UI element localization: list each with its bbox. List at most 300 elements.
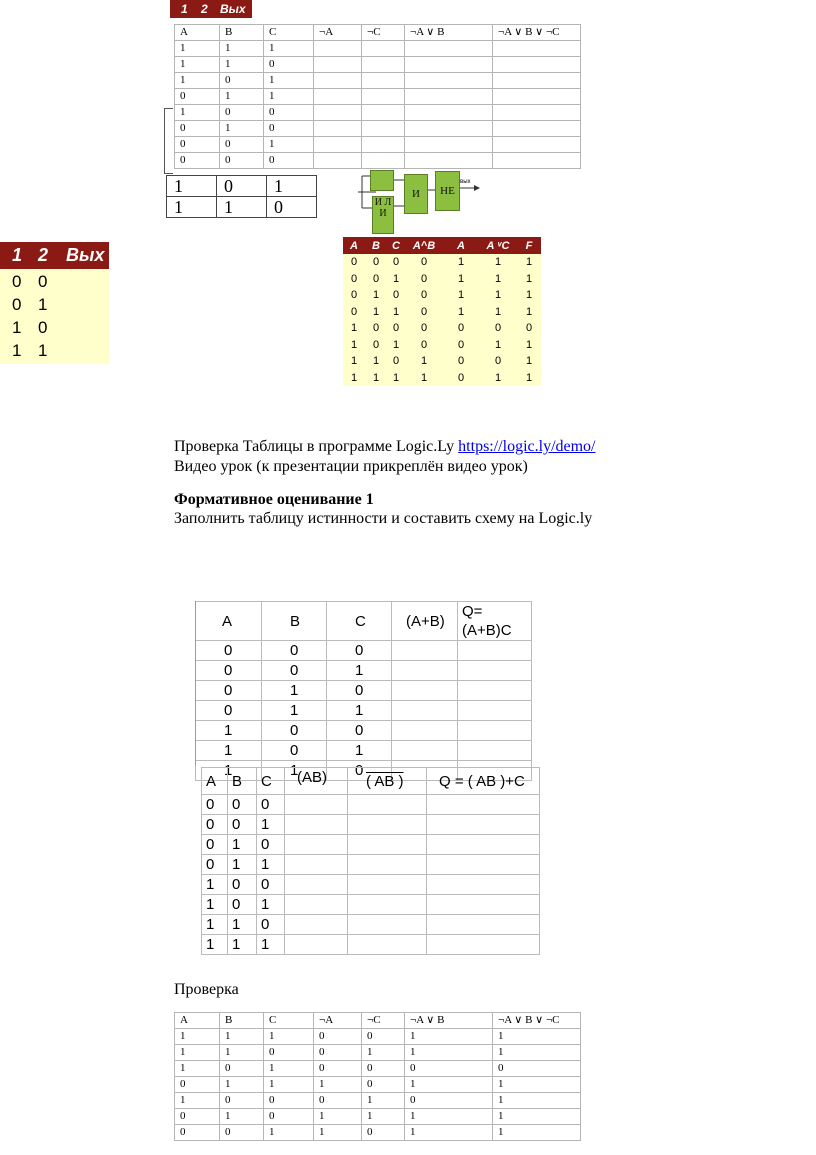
table-row <box>175 1077 581 1093</box>
cell: 1 <box>220 1029 264 1045</box>
table-row <box>12 272 21 292</box>
table-row <box>196 641 532 661</box>
cell: 0 <box>264 105 314 121</box>
bracket-line <box>164 108 173 174</box>
cell: 1 <box>525 371 533 384</box>
cell: 0 <box>228 795 257 815</box>
table-row <box>167 176 317 197</box>
cell: 1 <box>493 1077 581 1093</box>
cell: 0 <box>220 1061 264 1077</box>
cell: 1 <box>220 89 264 105</box>
header-cell: Q = ( AB )+C <box>427 768 540 795</box>
header-cell: (AB) <box>285 768 348 795</box>
cell: 1 <box>264 1077 314 1093</box>
mini-header <box>170 0 252 18</box>
cell: 1 <box>494 371 502 384</box>
cell: 0 <box>175 1077 220 1093</box>
cell: 0 <box>264 1109 314 1125</box>
header-cell: B <box>228 768 257 795</box>
table-row <box>343 271 541 288</box>
table-row <box>202 815 540 835</box>
table-left-border <box>195 601 196 765</box>
cell: 1 <box>525 338 533 351</box>
cell: 1 <box>494 289 502 302</box>
header-cell: C <box>264 1013 314 1029</box>
cell: 1 <box>494 272 502 285</box>
bottom-truth-table <box>174 1012 581 1141</box>
table-header-row <box>202 768 540 795</box>
cell: 1 <box>372 355 380 368</box>
cell: 0 <box>264 1045 314 1061</box>
cell: 1 <box>362 1045 405 1061</box>
cell: 1 <box>350 338 358 351</box>
cell: 0 <box>350 289 358 302</box>
cell: 1 <box>175 105 220 121</box>
table-row <box>175 73 581 89</box>
cell: 1 <box>228 935 257 955</box>
cell: 0 <box>264 57 314 73</box>
cell: 0 <box>175 89 220 105</box>
cell: 1 <box>420 371 428 384</box>
cell: 0 <box>362 1077 405 1093</box>
check-line <box>174 438 596 456</box>
header-cell: A <box>343 237 365 254</box>
check-label: Проверка <box>174 981 239 998</box>
header-cell: ¬A <box>314 25 362 41</box>
mini-header-col3: Вых <box>220 2 246 16</box>
cell: 0 <box>12 295 22 314</box>
table-row <box>167 197 317 218</box>
header-cell: ¬A ∨ B ∨ ¬C <box>493 1013 581 1029</box>
cell: 0 <box>262 741 327 761</box>
cell: 0 <box>405 1061 493 1077</box>
cell: 0 <box>494 355 502 368</box>
cell: 1 <box>267 176 317 197</box>
table-row <box>175 121 581 137</box>
cell: 1 <box>314 1109 362 1125</box>
table-row <box>12 341 21 361</box>
cell: 0 <box>262 661 327 681</box>
table-row <box>196 721 532 741</box>
video-line: Видео урок (к презентации прикреплён видео урок) <box>174 458 528 475</box>
cell: 1 <box>392 371 400 384</box>
cell: 1 <box>264 73 314 89</box>
cell: 1 <box>525 272 533 285</box>
cell: 0 <box>175 153 220 169</box>
table-row <box>202 795 540 815</box>
cell: 1 <box>217 197 267 218</box>
table-row <box>38 318 47 338</box>
cell: 1 <box>257 815 285 835</box>
table-row <box>196 741 532 761</box>
cell: 1 <box>202 915 228 935</box>
cell: 0 <box>420 272 428 285</box>
cell: 1 <box>405 1109 493 1125</box>
cell: 0 <box>196 701 262 721</box>
input-block <box>370 170 394 191</box>
cell: 1 <box>167 176 217 197</box>
cell: 0 <box>314 1045 362 1061</box>
cell: 1 <box>175 1061 220 1077</box>
header-cell: C <box>387 237 405 254</box>
table-row <box>38 295 47 315</box>
and-gate: И <box>404 174 428 214</box>
header-cell: A <box>175 1013 220 1029</box>
table-row <box>175 57 581 73</box>
cell: 1 <box>228 915 257 935</box>
cell: 0 <box>314 1029 362 1045</box>
cell: 0 <box>420 289 428 302</box>
cell: 0 <box>420 338 428 351</box>
header-cell: ¬C <box>362 25 405 41</box>
cell: 1 <box>262 761 327 781</box>
cell: 0 <box>350 305 358 318</box>
cell: 0 <box>175 121 220 137</box>
cell: 1 <box>314 1125 362 1141</box>
cell: 0 <box>202 855 228 875</box>
cell: 1 <box>494 338 502 351</box>
header-cell: Q=(A+B)C <box>458 602 532 641</box>
table-row <box>175 89 581 105</box>
cell: 1 <box>525 305 533 318</box>
cell: 1 <box>264 1125 314 1141</box>
cell: 0 <box>457 371 465 384</box>
cell: 1 <box>327 741 392 761</box>
cell: 0 <box>327 681 392 701</box>
header-cell: C <box>257 768 285 795</box>
check-text: Проверка Таблицы в программе Logic.Ly <box>174 438 459 455</box>
left-truth-table-header <box>0 242 109 269</box>
cell: 1 <box>525 256 533 269</box>
cell: 1 <box>167 197 217 218</box>
table-row <box>343 337 541 354</box>
cell: 0 <box>38 272 48 291</box>
header-cell: ¬A ∨ B <box>405 25 493 41</box>
cell: 0 <box>405 1093 493 1109</box>
cell: 0 <box>220 1125 264 1141</box>
cell: 0 <box>350 256 358 269</box>
table-row <box>175 137 581 153</box>
cell: 0 <box>457 338 465 351</box>
cell: 1 <box>264 41 314 57</box>
cell: 0 <box>372 272 380 285</box>
header-cell: F <box>517 237 541 254</box>
header-cell: 1 <box>12 245 23 265</box>
header-cell: ( AB ) <box>348 768 427 795</box>
cell: 0 <box>392 322 400 335</box>
cell: 0 <box>220 1093 264 1109</box>
cell: 1 <box>457 305 465 318</box>
q1-truth-table <box>195 601 532 781</box>
cell: 0 <box>38 318 48 337</box>
output-label: вых <box>460 179 471 185</box>
header-cell: B <box>262 602 327 641</box>
cell: 1 <box>493 1029 581 1045</box>
header-cell: A <box>175 25 220 41</box>
cell: 1 <box>494 305 502 318</box>
cell: 1 <box>264 1061 314 1077</box>
cell: 1 <box>362 1109 405 1125</box>
table-row <box>343 287 541 304</box>
cell: 1 <box>175 73 220 89</box>
cell: 0 <box>257 835 285 855</box>
header-cell: A ᵛC <box>479 237 517 254</box>
table-row <box>175 1125 581 1141</box>
cell: 0 <box>196 661 262 681</box>
cell: 0 <box>457 322 465 335</box>
cell: 0 <box>217 176 267 197</box>
cell: 0 <box>420 256 428 269</box>
cell: 1 <box>350 371 358 384</box>
cell: 1 <box>175 57 220 73</box>
cell: 0 <box>196 641 262 661</box>
cell: 0 <box>228 875 257 895</box>
cell: 1 <box>372 289 380 302</box>
cell: 0 <box>327 641 392 661</box>
cell: 1 <box>220 41 264 57</box>
cell: 0 <box>196 681 262 701</box>
cell: 1 <box>257 855 285 875</box>
table-header-row <box>343 237 541 254</box>
or-gate: И Л И <box>372 196 394 234</box>
cell: 1 <box>220 1077 264 1093</box>
table-row <box>202 895 540 915</box>
big-partial-table <box>166 175 317 218</box>
cell: 0 <box>264 121 314 137</box>
table-row <box>175 1109 581 1125</box>
cell: 1 <box>405 1029 493 1045</box>
cell: 0 <box>350 272 358 285</box>
cell: 0 <box>372 256 380 269</box>
header-cell: A <box>443 237 479 254</box>
cell: 1 <box>175 1093 220 1109</box>
table-row <box>175 1061 581 1077</box>
cell: 0 <box>228 815 257 835</box>
cell: 0 <box>525 322 533 335</box>
cell: 1 <box>457 272 465 285</box>
cell: 1 <box>350 355 358 368</box>
cell: 1 <box>220 1109 264 1125</box>
cell: 0 <box>493 1061 581 1077</box>
cell: 0 <box>175 1109 220 1125</box>
cell: 1 <box>362 1093 405 1109</box>
table-row <box>343 304 541 321</box>
logic-diagram <box>352 168 487 236</box>
table-header-row <box>175 1013 581 1029</box>
table-row <box>196 701 532 721</box>
cell: 1 <box>175 1045 220 1061</box>
table-row <box>175 1029 581 1045</box>
cell: 0 <box>264 153 314 169</box>
table-row <box>175 1045 581 1061</box>
cell: 0 <box>220 153 264 169</box>
header-cell: C <box>327 602 392 641</box>
cell: 0 <box>202 795 228 815</box>
cell: 1 <box>228 855 257 875</box>
header-cell: B <box>220 25 264 41</box>
header-cell: 2 <box>38 245 49 265</box>
cell: 0 <box>420 322 428 335</box>
cell: 1 <box>202 875 228 895</box>
table-row <box>175 41 581 57</box>
table-row <box>12 295 21 315</box>
cell: 0 <box>494 322 502 335</box>
table-row <box>343 353 541 370</box>
cell: 1 <box>220 1045 264 1061</box>
cell: 0 <box>202 835 228 855</box>
cell: 1 <box>264 137 314 153</box>
not-gate: НЕ <box>435 171 460 211</box>
mini-header-col2: 2 <box>201 2 208 16</box>
cell: 1 <box>405 1125 493 1141</box>
cell: 0 <box>457 355 465 368</box>
cell: 1 <box>38 295 48 314</box>
cell: 1 <box>457 289 465 302</box>
cell: 0 <box>220 73 264 89</box>
cell: 1 <box>257 895 285 915</box>
cell: 0 <box>392 355 400 368</box>
cell: 0 <box>267 197 317 218</box>
header-cell: B <box>220 1013 264 1029</box>
cell: 1 <box>420 355 428 368</box>
cell: 0 <box>314 1093 362 1109</box>
cell: 1 <box>262 681 327 701</box>
cell: 1 <box>493 1125 581 1141</box>
top-truth-table <box>174 24 581 169</box>
cell: 1 <box>372 305 380 318</box>
cell: 1 <box>493 1109 581 1125</box>
header-cell: A^B <box>405 237 443 254</box>
cell: 1 <box>257 935 285 955</box>
cell: 1 <box>392 305 400 318</box>
header-cell: ¬A ∨ B <box>405 1013 493 1029</box>
table-row <box>202 855 540 875</box>
mini-header-col1: 1 <box>181 2 188 16</box>
cell: 0 <box>257 915 285 935</box>
cell: 1 <box>220 121 264 137</box>
table-row <box>196 681 532 701</box>
cell: 0 <box>372 338 380 351</box>
header-cell: C <box>264 25 314 41</box>
table-row <box>38 272 47 292</box>
cell: 0 <box>220 105 264 121</box>
cell: 1 <box>327 661 392 681</box>
cell: 1 <box>392 272 400 285</box>
table-row <box>38 341 47 361</box>
cell: 0 <box>228 895 257 915</box>
table-row <box>202 915 540 935</box>
cell: 1 <box>196 761 262 781</box>
cell: 1 <box>262 701 327 721</box>
table-header-row <box>175 25 581 41</box>
cell: 0 <box>392 256 400 269</box>
cell: 1 <box>525 355 533 368</box>
cell: 1 <box>38 341 48 360</box>
cell: 0 <box>264 1093 314 1109</box>
cell: 0 <box>362 1125 405 1141</box>
cell: 0 <box>362 1061 405 1077</box>
table-row <box>175 105 581 121</box>
cell: 0 <box>362 1029 405 1045</box>
cell: 1 <box>175 41 220 57</box>
cell: 0 <box>372 322 380 335</box>
q2-truth-table <box>201 767 540 955</box>
cell: 1 <box>196 741 262 761</box>
cell: 0 <box>12 272 22 291</box>
header-cell: A <box>202 768 228 795</box>
cell: 1 <box>12 341 22 360</box>
assessment-title: Формативное оценивание 1 <box>174 491 374 508</box>
cell: 1 <box>525 289 533 302</box>
cell: 1 <box>493 1045 581 1061</box>
header-cell: ¬A <box>314 1013 362 1029</box>
cell: 0 <box>327 721 392 741</box>
cell: 1 <box>12 318 22 337</box>
table-row <box>175 153 581 169</box>
cell: 1 <box>457 256 465 269</box>
cell: 1 <box>314 1077 362 1093</box>
cell: 1 <box>264 89 314 105</box>
cell: 0 <box>175 1125 220 1141</box>
cell: 1 <box>175 1029 220 1045</box>
table-row <box>196 661 532 681</box>
cell: 0 <box>314 1061 362 1077</box>
table-row <box>12 318 21 338</box>
cell: 1 <box>196 721 262 741</box>
header-cell: ¬A ∨ B ∨ ¬C <box>493 25 581 41</box>
table-header-row <box>196 602 532 641</box>
cell: 0 <box>257 795 285 815</box>
table-row <box>343 370 541 387</box>
cell: 1 <box>392 338 400 351</box>
header-cell: A <box>196 602 262 641</box>
cell: 0 <box>202 815 228 835</box>
cell: 1 <box>405 1045 493 1061</box>
cell: 1 <box>493 1093 581 1109</box>
table-row <box>202 835 540 855</box>
cell: 1 <box>350 322 358 335</box>
f-truth-table <box>343 237 541 386</box>
header-cell: (A+B) <box>392 602 458 641</box>
cell: 1 <box>494 256 502 269</box>
cell: 0 <box>420 305 428 318</box>
cell: 1 <box>405 1077 493 1093</box>
cell: 1 <box>202 935 228 955</box>
table-row <box>202 875 540 895</box>
cell: 0 <box>257 875 285 895</box>
cell: 0 <box>262 721 327 741</box>
cell: 1 <box>327 701 392 721</box>
header-cell: Вых <box>66 245 105 265</box>
logicly-link[interactable]: https://logic.ly/demo/ <box>458 438 596 455</box>
table-row <box>202 935 540 955</box>
table-row <box>343 254 541 271</box>
header-cell: B <box>365 237 387 254</box>
cell: 1 <box>372 371 380 384</box>
cell: 1 <box>228 835 257 855</box>
cell: 0 <box>175 137 220 153</box>
cell: 1 <box>264 1029 314 1045</box>
assessment-task: Заполнить таблицу истинности и составить схему на Logic.ly <box>174 510 593 527</box>
cell: 0 <box>262 641 327 661</box>
cell: 0 <box>220 137 264 153</box>
cell: 1 <box>202 895 228 915</box>
header-cell: ¬C <box>362 1013 405 1029</box>
cell: 1 <box>220 57 264 73</box>
cell: 0 <box>327 761 392 781</box>
table-row <box>175 1093 581 1109</box>
cell: 0 <box>392 289 400 302</box>
